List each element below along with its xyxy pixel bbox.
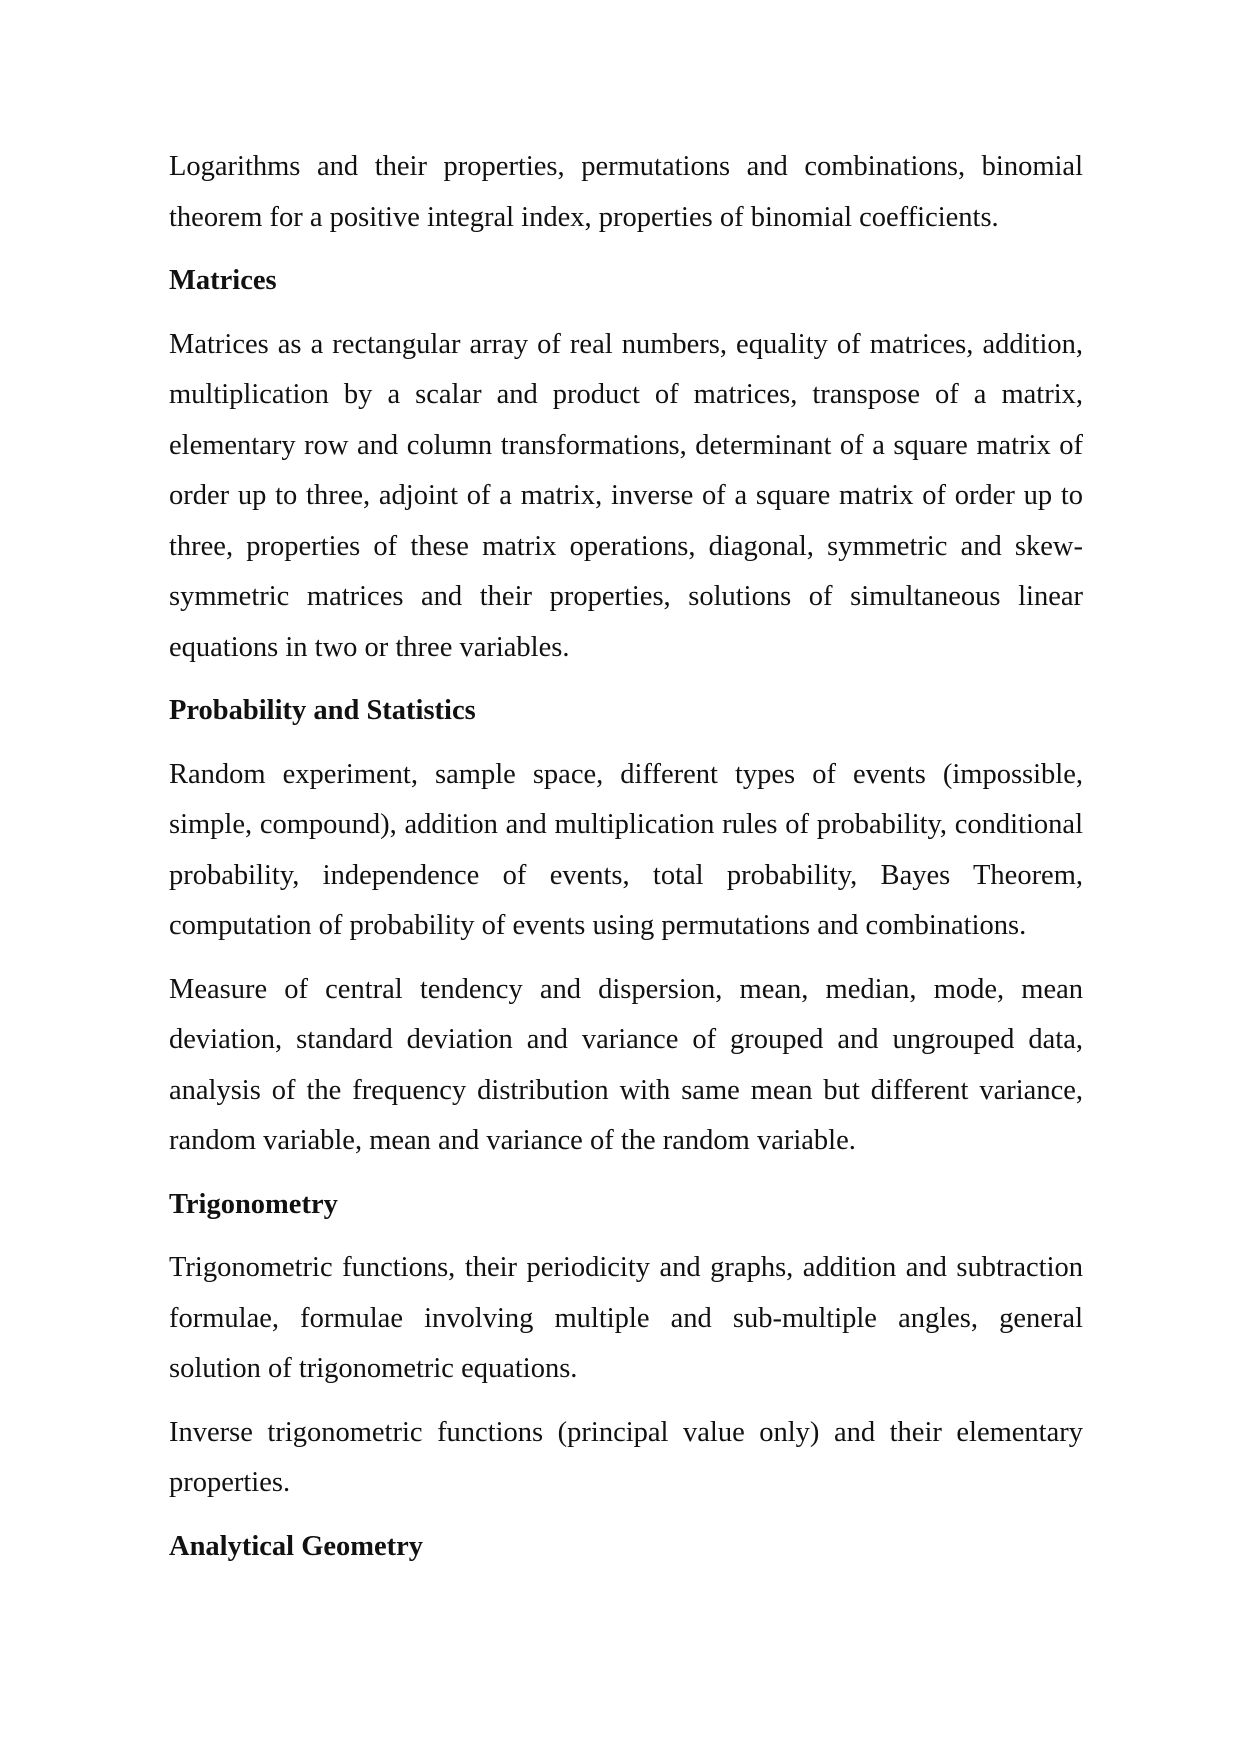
- heading-matrices: Matrices: [169, 265, 277, 296]
- paragraph-statistics: Measure of central tendency and dispersion, mean, median, mode, mean deviation, standard deviation and variance of grouped and ungrouped data, analysis of the frequency distribution with same mean but different variance, random variable, mean and variance of the random variable.: [169, 973, 1083, 1156]
- paragraph-matrices: Matrices as a rectangular array of real numbers, equality of matrices, addition, multiplication by a scalar and product of matrices, transpose of a matrix, elementary row and column transformations, determinant of a square matrix of order up to three, adjoint of a matrix, inverse of a square matrix of order up to three, properties of these matrix operations, diagonal, symmetric and skew-symmetric matrices and their properties, solutions of simultaneous linear equations in two or three variables.: [169, 328, 1083, 663]
- paragraph-trigonometric-functions: Trigonometric functions, their periodicity and graphs, addition and subtraction formulae, formulae involving multiple and sub-multiple angles, general solution of trigonometric equations.: [169, 1252, 1083, 1384]
- paragraph-probability: Random experiment, sample space, different types of events (impossible, simple, compound), addition and multiplication rules of probability, conditional probability, independence of events, total probability, Bayes Theorem, computation of probability of events using permutations and combinations.: [169, 758, 1083, 941]
- heading-probability-statistics: Probability and Statistics: [169, 695, 476, 726]
- document-page: [169, 142, 1083, 1585]
- paragraph-inverse-trigonometric: Inverse trigonometric functions (principal value only) and their elementary properties.: [169, 1416, 1083, 1498]
- heading-trigonometry: Trigonometry: [169, 1188, 338, 1220]
- heading-analytical-geometry: Analytical Geometry: [169, 1530, 424, 1562]
- paragraph-logarithms: Logarithms and their properties, permutations and combinations, binomial theorem for a positive integral index, properties of binomial coefficients.: [169, 151, 1083, 233]
